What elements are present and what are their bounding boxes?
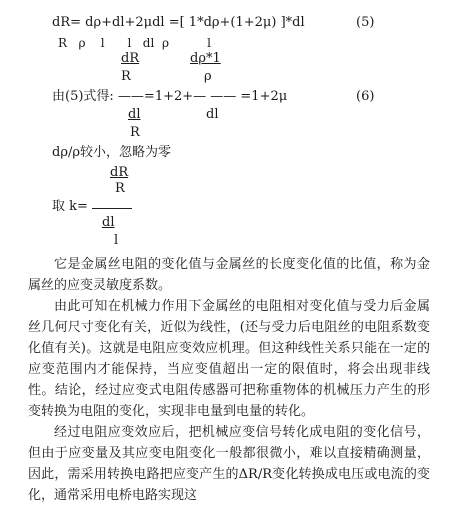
paragraph-3: 经过电阻应变效应后，把机械应变信号转化成电阻的变化信号，但由于应变量及其应变电阻变化一般都很微小，难以直接精确测量，因此，需采用转换电路把应变产生的ΔR/R变化转换成电压或电流的变化，通常采用电桥电路实现这: [28, 425, 430, 503]
note-line: dρ/ρ较小，忽略为零: [52, 145, 171, 160]
k-fraction-bar: [92, 208, 132, 209]
k-denominator-den: l: [114, 233, 119, 248]
eq5-number: (5): [356, 15, 375, 30]
eq6-main-line: 由(5)式得: ——=1+2+— —— =1+2μ: [52, 89, 288, 104]
eq6-number: (6): [356, 89, 375, 104]
eq6-dl-left: dl: [128, 107, 141, 122]
eq5-top-line: dR= dρ+dl+2μdl =[ 1*dρ+(1+2μ) ]*dl: [52, 15, 305, 30]
k-numerator: dR: [110, 165, 129, 180]
paragraph-1: 它是金属丝电阻的变化值与金属丝的长度变化值的比值，称为金属丝的应变灵敏度系数。: [28, 257, 430, 293]
eq6-left-denominator: R: [121, 69, 131, 84]
k-label: 取 k=: [52, 199, 88, 214]
body-text: [28, 254, 430, 506]
k-denominator: dl: [102, 215, 115, 230]
eq6-right-numerator: dρ*1: [190, 51, 221, 66]
eq6-left-numerator: dR: [121, 51, 140, 66]
k-numerator-den: R: [115, 181, 125, 196]
eq6-dl-right: dl: [206, 107, 219, 122]
eq6-right-denominator: ρ: [204, 69, 212, 84]
paragraph-2: 由此可知在机械力作用下金属丝的电阻相对变化值与受力后金属丝几何尺寸变化有关，近似为线性，(还与受力后电阻丝的电阻系数变化值有关)。这就是电阻应变效应机理。但这种线性关系只能在一定的应变范围内才能保持，当应变值超出一定的限值时，将会出现非线性。结论，经过应变式电阻传感器可把称重物体的机械压力产生的形变转换为电阻的变化，实现非电量到电量的转化。: [28, 299, 430, 419]
eq5-bottom-line: R ρ l l dl ρ l: [58, 36, 211, 50]
eq6-l-left: R: [130, 125, 140, 140]
